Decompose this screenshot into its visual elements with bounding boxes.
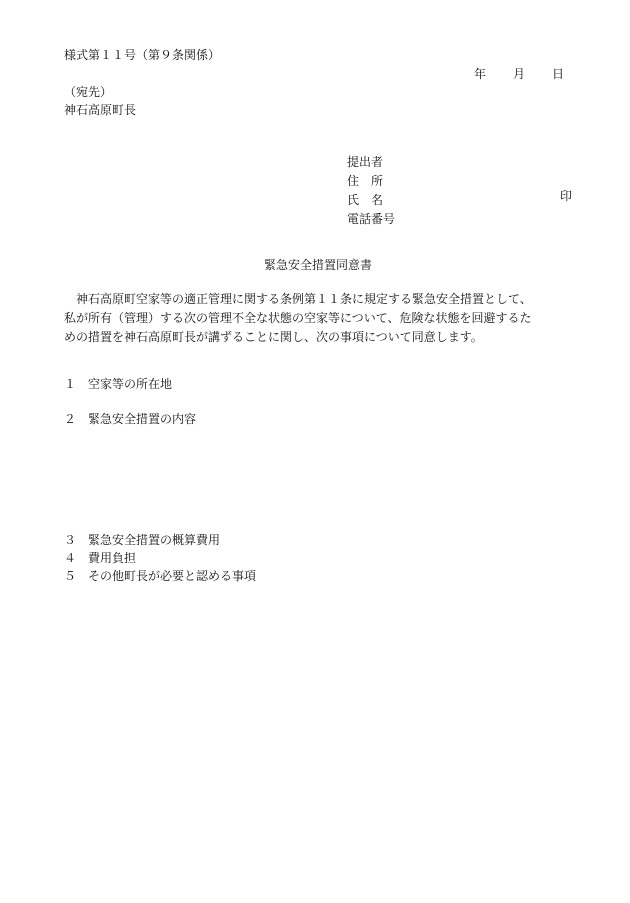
item-label: 費用負担 — [88, 551, 137, 565]
consent-body — [64, 290, 584, 347]
seal-mark: 印 — [560, 189, 573, 203]
form-number: 様式第１１号（第９条関係） — [64, 48, 221, 62]
item-number: ３ — [64, 533, 77, 547]
address-label: 住 所 — [347, 174, 384, 188]
applicant-heading: 提出者 — [347, 155, 384, 169]
name-label: 氏 名 — [347, 193, 384, 207]
addressee-label: （宛先） — [64, 85, 113, 99]
list-item-other-matters — [64, 567, 256, 586]
date-day: 日 — [552, 67, 565, 81]
item-label: 緊急安全措置の内容 — [88, 412, 197, 426]
phone-field — [347, 210, 395, 229]
item-number: ２ — [64, 412, 77, 426]
list-item-estimated-cost — [64, 531, 220, 550]
item-number: ４ — [64, 551, 77, 565]
document-title-text: 緊急安全措置同意書 — [263, 258, 372, 272]
name-field — [347, 191, 395, 210]
body-line: めの措置を神石高原町長が講ずることに関し、次の事項について同意します。 — [64, 330, 483, 344]
item-number: ５ — [64, 569, 77, 583]
body-line: 神石高原町空家等の適正管理に関する条例第１１条に規定する緊急安全措置として、 — [64, 292, 532, 306]
body-line: 私が所有（管理）する次の管理不全な状態の空家等について、危険な状態を回避するた — [64, 311, 532, 325]
item-number: １ — [64, 377, 77, 391]
item-label: 緊急安全措置の概算費用 — [88, 533, 221, 547]
list-item-cost-burden — [64, 549, 136, 568]
addressee: 神石高原町長 — [64, 103, 137, 117]
list-item-location — [64, 375, 172, 394]
phone-label: 電話番号 — [347, 212, 396, 226]
applicant-block — [347, 153, 395, 229]
document-title — [0, 256, 630, 275]
item-label: 空家等の所在地 — [88, 377, 173, 391]
item-label: その他町長が必要と認める事項 — [88, 569, 257, 583]
date-year: 年 — [474, 67, 487, 81]
date-line — [474, 65, 564, 84]
address-field — [347, 172, 395, 191]
list-item-measure-content — [64, 410, 196, 429]
date-month: 月 — [513, 67, 526, 81]
